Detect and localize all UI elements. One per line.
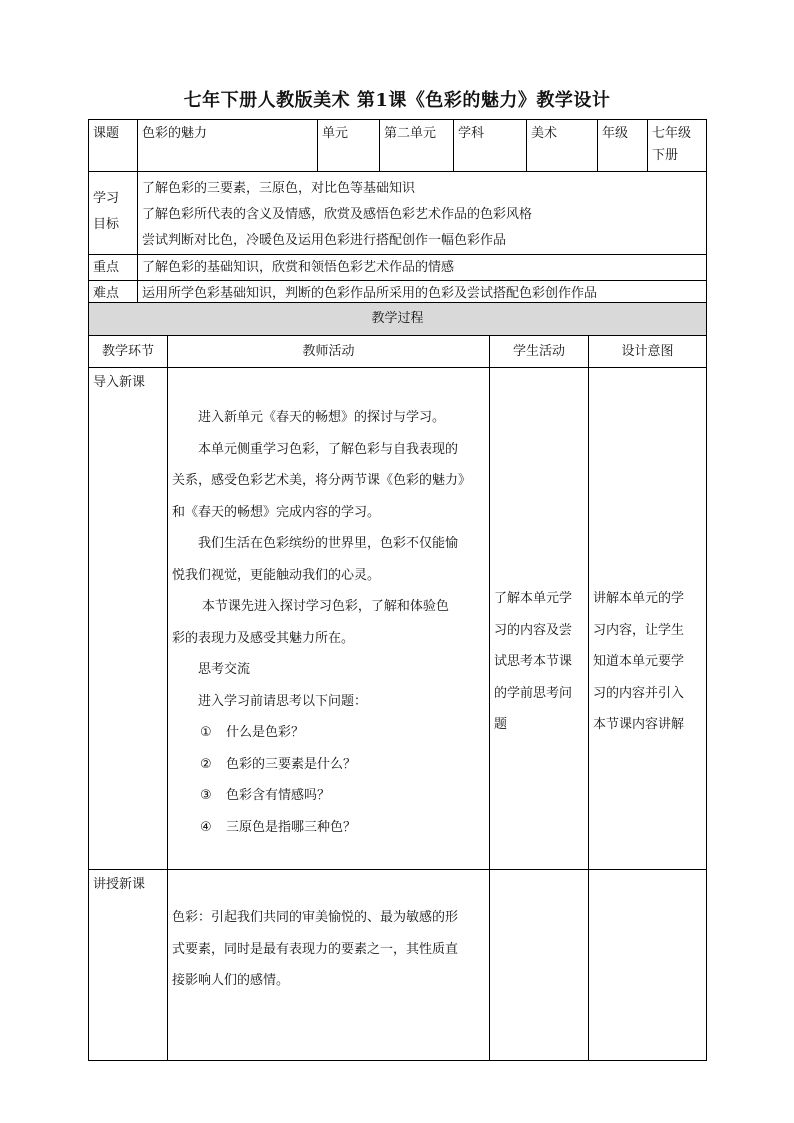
intro-design-intent: 讲解本单元的学 习内容，让学生 知道本单元要学 习的内容并引入 本节课内容讲解	[589, 368, 707, 870]
grade-value-line1: 七年级	[652, 126, 692, 141]
key-points-value: 了解色彩的基础知识，欣赏和领悟色彩艺术作品的情感	[138, 255, 707, 281]
info-row-topic	[89, 120, 707, 172]
column-stage: 教学环节	[89, 336, 168, 368]
unit-value: 第二单元	[380, 120, 454, 172]
info-row-objectives	[89, 172, 707, 255]
lecture-stage: 讲授新课	[89, 870, 168, 1061]
lesson-info-table	[88, 119, 707, 307]
lecture-teacher-activity: 色彩：引起我们共同的审美愉悦的、最为敏感的形 式要素，同时是最有表现力的要素之一，其性质直 接影响人们的感情。	[168, 870, 490, 1061]
lecture-row	[89, 870, 707, 1061]
question-item: ③ 色彩含有情感吗？	[200, 788, 331, 803]
column-student-activity: 学生活动	[490, 336, 589, 368]
grade-value-line2: 下册	[652, 148, 679, 163]
document-title: 七年下册人教版美术 第1课《色彩的魅力》教学设计	[183, 90, 611, 111]
column-header-row	[89, 336, 707, 368]
column-teacher-activity: 教师活动	[168, 336, 490, 368]
question-item: ② 色彩的三要素是什么？	[200, 756, 357, 772]
lecture-design-intent	[589, 870, 707, 1061]
question-item: ① 什么是色彩？	[200, 725, 305, 740]
column-design-intent: 设计意图	[589, 336, 707, 368]
question-item: ④ 三原色是指哪三种色？	[200, 819, 357, 835]
objective-item: 尝试判断对比色，冷暖色及运用色彩进行搭配创作一幅色彩作品	[142, 233, 507, 248]
objectives-value	[138, 172, 707, 255]
subject-label: 学科	[454, 120, 527, 172]
objectives-label: 学习 目标	[89, 172, 138, 255]
info-row-key-points	[89, 255, 707, 281]
topic-label: 课题	[89, 120, 138, 172]
intro-stage: 导入新课	[89, 368, 168, 870]
subject-value: 美术	[527, 120, 598, 172]
intro-student-activity: 了解本单元学 习的内容及尝 试思考本节课 的学前思考问 题	[490, 368, 589, 870]
process-header-row	[89, 303, 707, 336]
topic-value: 色彩的魅力	[138, 120, 318, 172]
difficulties-label: 难点	[89, 281, 138, 307]
key-points-label: 重点	[89, 255, 138, 281]
difficulties-value: 运用所学色彩基础知识，判断的色彩作品所采用的色彩及尝试搭配色彩创作作品	[138, 281, 707, 307]
process-header: 教学过程	[89, 303, 707, 336]
grade-label: 年级	[598, 120, 648, 172]
lecture-student-activity	[490, 870, 589, 1061]
teaching-process-table	[88, 302, 707, 1061]
intro-row	[89, 368, 707, 870]
objective-item: 了解色彩所代表的含义及情感，欣赏及感悟色彩艺术作品的色彩风格	[142, 207, 533, 222]
unit-label: 单元	[318, 120, 380, 172]
grade-value	[648, 120, 707, 172]
objective-item: 了解色彩的三要素，三原色，对比色等基础知识	[142, 181, 416, 196]
intro-teacher-activity: 进入新单元《春天的畅想》的探讨与学习。 本单元侧重学习色彩，了解色彩与自我表现的 关系，感受色彩艺术美，将分两节课《色彩的魅力》 和《春天的畅想》完成内容的学习。 我们生活在色彩缤纷的世界里，色彩不仅能愉 悦我们视觉，更能触动我们的心灵。 本节课先进入探讨学习色彩，了解和体验色 彩的表现力及感受其魅力所在。 思考交流 进入学习前请思考以下问题： ① 什么是色彩？ ② 色彩的三要素是什么？ ③ 色彩含有情感吗？ ④ 三原色是指哪三种色？	[168, 368, 490, 870]
